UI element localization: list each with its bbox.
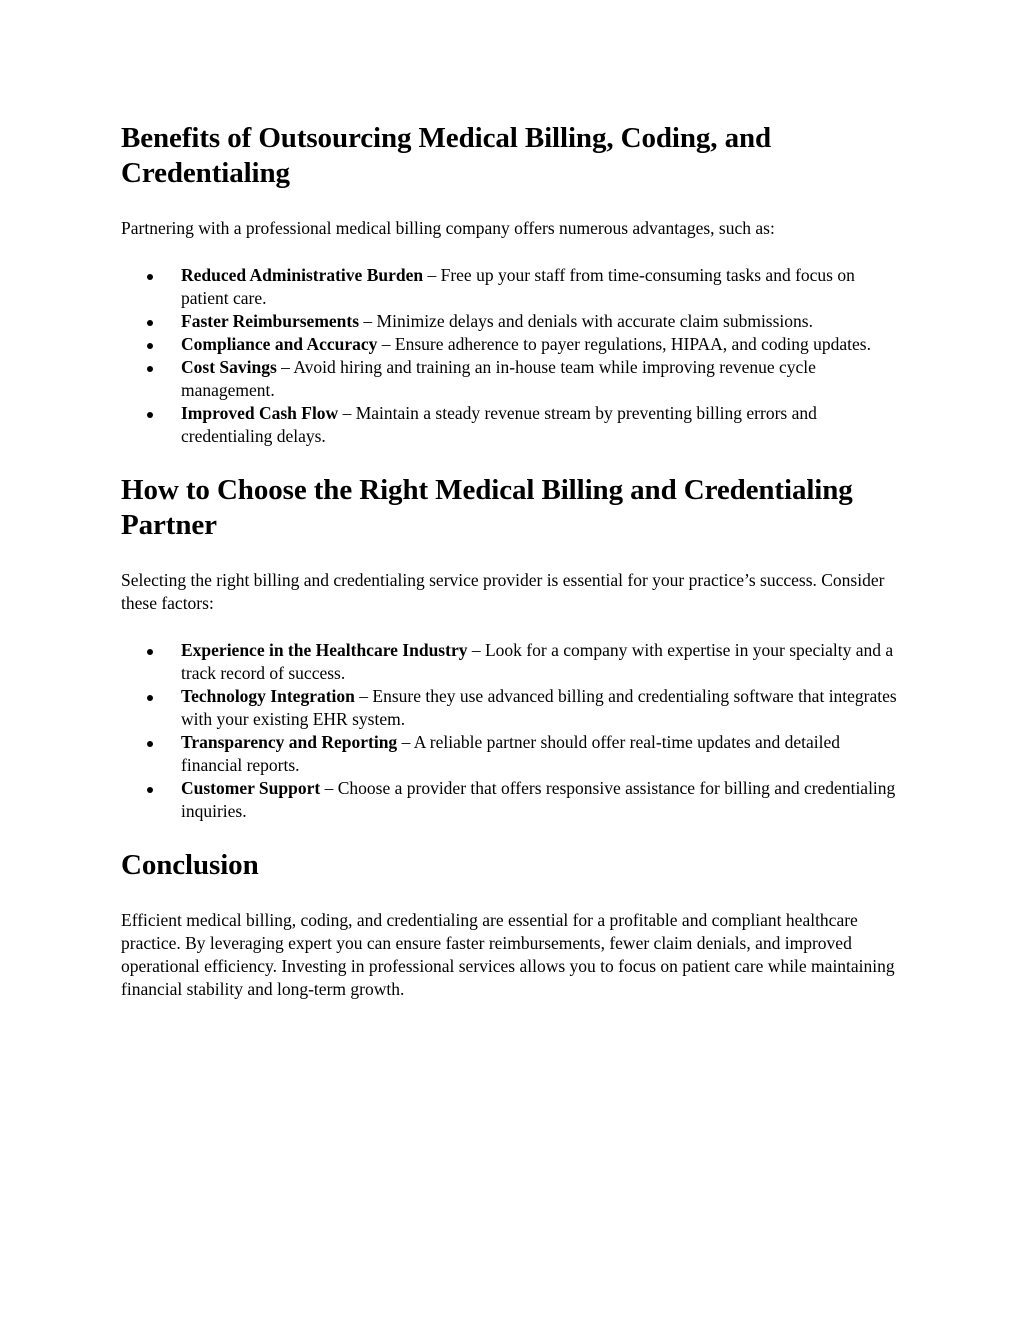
- list-item-text: – Ensure adherence to payer regulations, HIPAA, and coding updates.: [377, 334, 871, 354]
- bullet-icon: [147, 274, 153, 280]
- list-item-term: Customer Support: [181, 778, 321, 798]
- bullet-icon: [147, 649, 153, 655]
- list-item: [121, 731, 901, 777]
- document-page: [121, 117, 901, 1001]
- section-intro-benefits: Partnering with a professional medical billing company offers numerous advantages, such as:: [121, 218, 775, 238]
- list-item-term: Cost Savings: [181, 357, 277, 377]
- list-item-term: Faster Reimbursements: [181, 311, 360, 331]
- bullet-icon: [147, 695, 153, 701]
- list-item: [121, 685, 901, 731]
- list-item-text: – Ensure they use advanced billing and credentialing software that integrates with your existing EHR system.: [181, 686, 897, 729]
- list-item: [121, 639, 901, 685]
- list-item: [121, 333, 901, 356]
- list-item-term: Experience in the Healthcare Industry: [181, 640, 468, 660]
- section-heading-choose-partner: How to Choose the Right Medical Billing and Credentialing Partner: [121, 474, 853, 541]
- bullet-icon: [147, 741, 153, 747]
- list-item-text: – Free up your staff from time-consuming tasks and focus on patient care.: [181, 265, 855, 308]
- section-intro-choose-partner: Selecting the right billing and credentialing service provider is essential for your practice’s success. Consider these factors:: [121, 570, 885, 613]
- list-item-term: Transparency and Reporting: [181, 732, 398, 752]
- list-item-text: – Maintain a steady revenue stream by preventing billing errors and credentialing delays.: [181, 403, 817, 446]
- bullet-icon: [147, 412, 153, 418]
- bullet-icon: [147, 320, 153, 326]
- bullet-icon: [147, 343, 153, 349]
- list-item: [121, 310, 901, 333]
- list-item: [121, 264, 901, 310]
- list-item: [121, 402, 901, 448]
- list-item-term: Compliance and Accuracy: [181, 334, 378, 354]
- section-heading-conclusion: Conclusion: [121, 849, 259, 881]
- list-item-text: – Avoid hiring and training an in-house team while improving revenue cycle management.: [181, 357, 816, 400]
- list-item: [121, 777, 901, 823]
- list-item-term: Improved Cash Flow: [181, 403, 339, 423]
- list-item-text: – Choose a provider that offers responsive assistance for billing and credentialing inquiries.: [181, 778, 896, 821]
- conclusion-paragraph: Efficient medical billing, coding, and credentialing are essential for a profitable and compliant healthcare practice. By leveraging expert you can ensure faster reimbursements, fewer claim denials, and improved operational efficiency. Investing in professional services allows you to focus on patient care while maintaining financial stability and long-term growth.: [121, 910, 895, 999]
- list-item: [121, 356, 901, 402]
- section-heading-benefits: Benefits of Outsourcing Medical Billing, Coding, and Credentialing: [121, 122, 772, 189]
- list-item-text: – Minimize delays and denials with accurate claim submissions.: [359, 311, 813, 331]
- list-item-term: Technology Integration: [181, 686, 355, 706]
- bullet-icon: [147, 366, 153, 372]
- benefits-list: [121, 264, 901, 448]
- bullet-icon: [147, 787, 153, 793]
- list-item-text: – A reliable partner should offer real-time updates and detailed financial reports.: [181, 732, 841, 775]
- list-item-text: – Look for a company with expertise in your specialty and a track record of success.: [181, 640, 894, 683]
- list-item-term: Reduced Administrative Burden: [181, 265, 424, 285]
- factors-list: [121, 639, 901, 823]
